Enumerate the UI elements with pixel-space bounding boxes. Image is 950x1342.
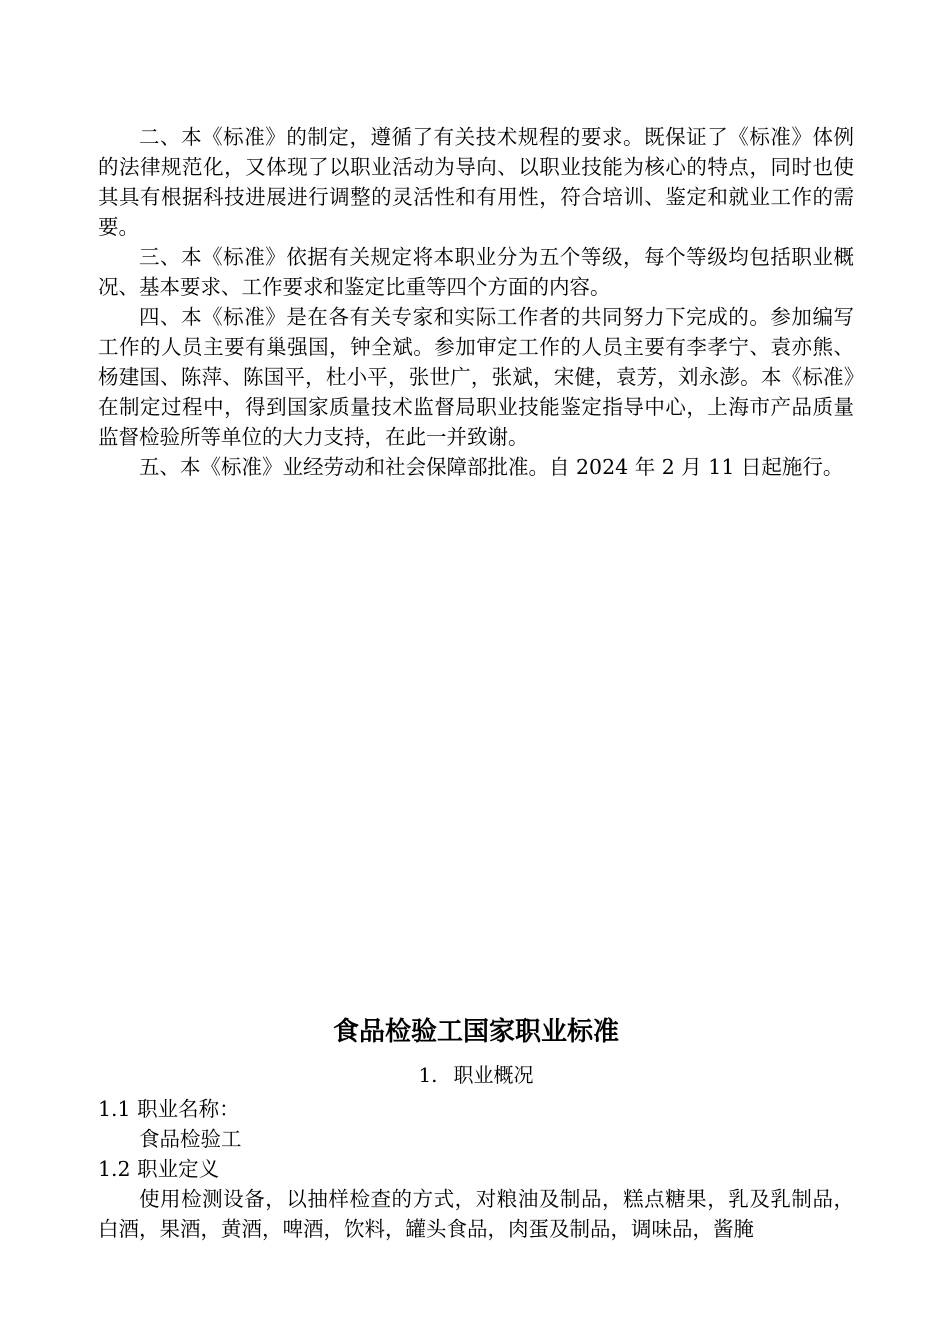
section-heading-occupation-definition: 1.2 职业定义	[98, 1157, 220, 1181]
intro-section	[98, 122, 854, 482]
intro-paragraph-3: 三、本《标准》依据有关规定将本职业分为五个等级，每个等级均包括职业概况、基本要求、工作要求和鉴定比重等四个方面的内容。	[98, 245, 854, 299]
section-body-occupation-name: 食品检验工	[139, 1127, 242, 1151]
chapter-title: 职业概况	[453, 1063, 534, 1087]
section-body-occupation-definition: 使用检测设备，以抽样检查的方式，对粮油及制品，糕点糖果，乳及乳制品，白酒，果酒，黄酒，啤酒，饮料，罐头食品，肉蛋及制品，调味品，酱腌	[98, 1187, 854, 1241]
intro-paragraph-2: 二、本《标准》的制定，遵循了有关技术规程的要求。既保证了《标准》体例的法律规范化，又体现了以职业活动为导向、以职业技能为核心的特点，同时也使其具有根据科技进展进行调整的灵活性和有用性，符合培训、鉴定和就业工作的需要。	[98, 125, 854, 239]
intro-paragraph-5: 五、本《标准》业经劳动和社会保障部批准。自 2024 年 2 月 11 日起施行。	[139, 455, 844, 479]
chapter-heading	[98, 1060, 854, 1090]
section-heading-occupation-name: 1.1 职业名称：	[98, 1097, 240, 1121]
intro-paragraph-4: 四、本《标准》是在各有关专家和实际工作者的共同努力下完成的。参加编写工作的人员主要有巢强国，钟全斌。参加审定工作的人员主要有李孝宁、袁亦熊、杨建国、陈萍、陈国平，杜小平，张世广，张斌，宋健，袁芳，刘永澎。本《标准》在制定过程中，得到国家质量技术监督局职业技能鉴定指导中心，上海市产品质量监督检验所等单位的大力支持，在此一并致谢。	[98, 305, 854, 449]
document-title: 食品检验工国家职业标准	[332, 1017, 619, 1047]
standard-body	[98, 1012, 854, 1244]
chapter-number: 1.	[418, 1063, 438, 1087]
